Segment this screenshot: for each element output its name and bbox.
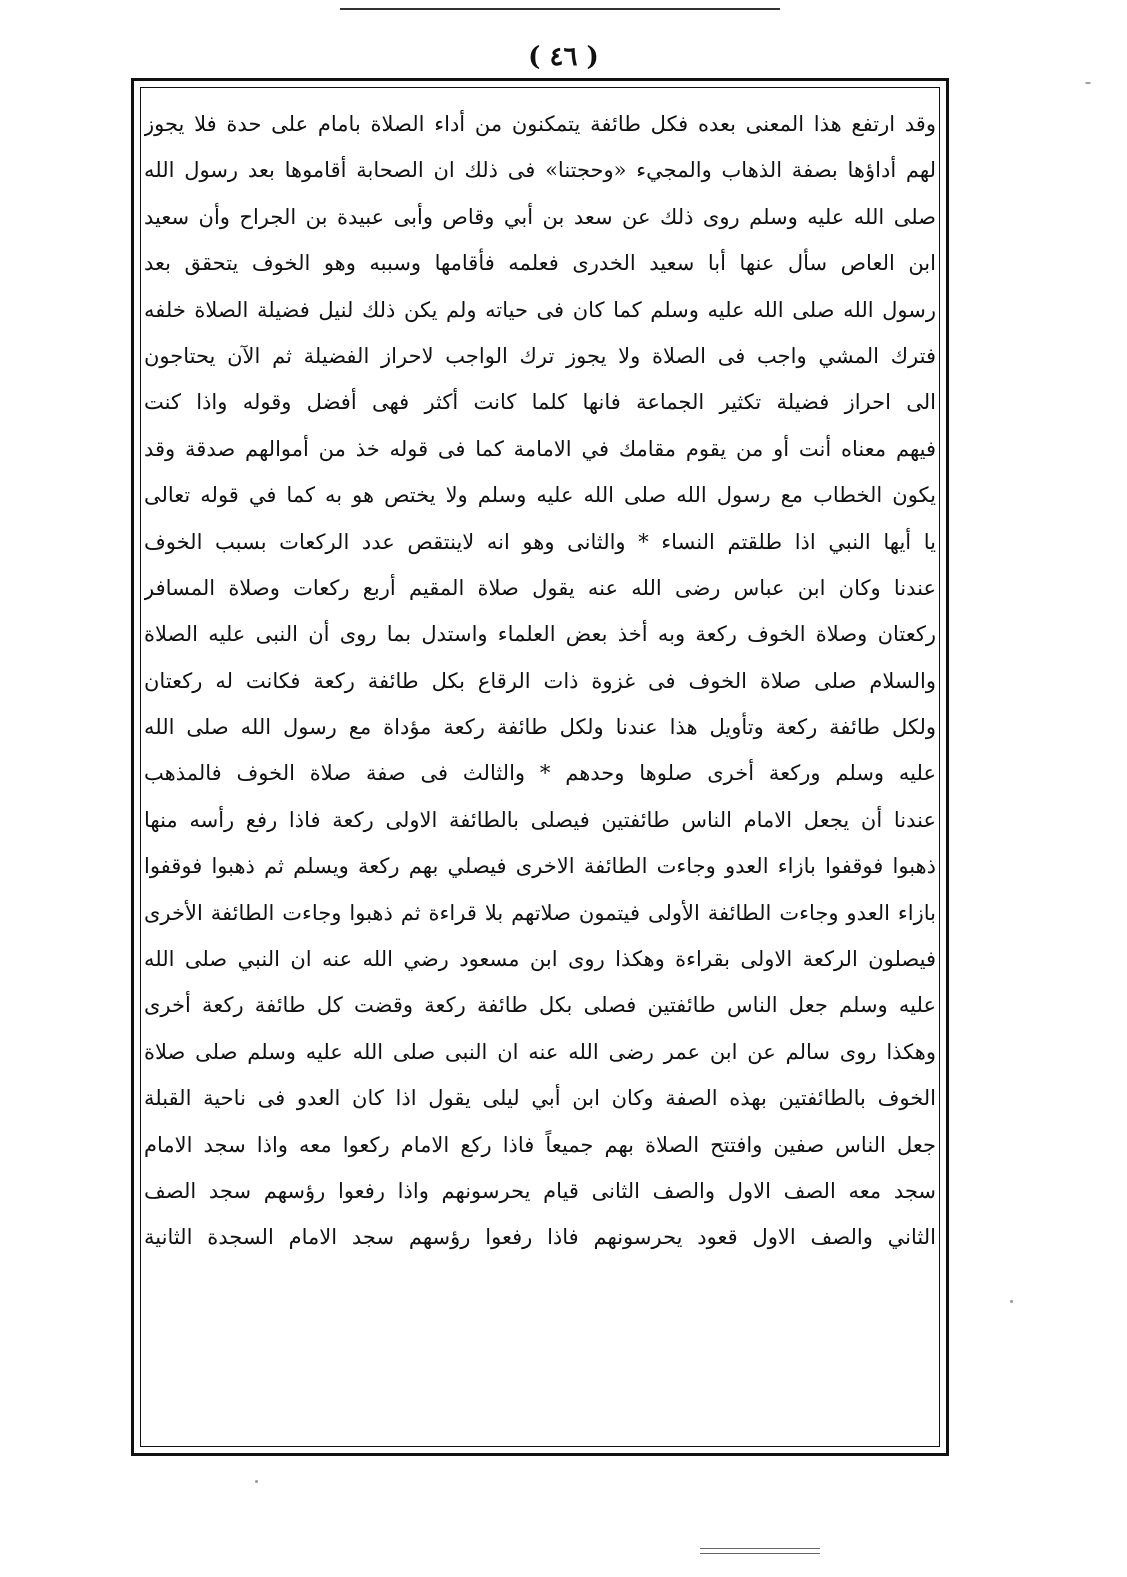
- body-text: [144, 101, 936, 1261]
- scan-speck: [255, 1480, 258, 1483]
- text-line: عندنا وكان ابن عباس رضى الله عنه يقول صلاة المقيم أربع ركعات وصلاة المسافر: [144, 575, 936, 600]
- text-line: عليه وسلم جعل الناس طائفتين فصلى بكل طائفة ركعة وقضت كل طائفة ركعة أخرى: [144, 993, 936, 1018]
- text-line: فيصلون الركعة الاولى بقراءة وهكذا روى ابن مسعود رضي الله عنه ان النبي صلى الله: [144, 947, 936, 972]
- text-line: ابن العاص سأل عنها أبا سعيد الخدرى فعلمه فأقامها وسببه وهو الخوف يتحقق بعد: [144, 251, 936, 276]
- text-line: الثاني والصف الاول قعود يحرسونهم فاذا رفعوا رؤسهم سجد الامام السجدة الثانية: [144, 1225, 936, 1250]
- text-line: بازاء العدو وجاءت الطائفة الأولى فيتمون صلاتهم بلا قراءة ثم ذهبوا وجاءت الطائفة الأخرى: [144, 900, 936, 925]
- text-line: ذهبوا فوقفوا بازاء العدو وجاءت الطائفة الاخرى فيصلي بهم ركعة ويسلم ثم ذهبوا فوقفوا: [144, 854, 936, 879]
- page-number: ( ٤٦ ): [528, 42, 599, 72]
- text-line: وقد ارتفع هذا المعنى بعده فكل طائفة يتمكنون من أداء الصلاة بامام على حدة فلا يجوز: [144, 112, 936, 136]
- text-line: لهم أداؤها بصفة الذهاب والمجيء «وحجتنا» فى ذلك ان الصحابة أقاموها بعد رسول الله: [144, 158, 936, 183]
- text-line: فترك المشي واجب فى الصلاة ولا يجوز ترك الواجب لاحراز الفضيلة ثم الآن يحتاجون: [144, 343, 936, 368]
- text-line: والسلام صلى صلاة الخوف فى غزوة ذات الرقاع بكل طائفة ركعة فكانت له ركعتان: [144, 668, 936, 693]
- scan-speck: [1010, 1300, 1013, 1303]
- text-line: رسول الله صلى الله عليه وسلم كما كان فى حياته ولم يكن ذلك لنيل فضيلة الصلاة خلفه: [144, 297, 936, 322]
- text-line: الخوف بالطائفتين بهذه الصفة وكان ابن أبي ليلى يقول اذا كان العدو فى ناحية القبلة: [144, 1086, 936, 1111]
- text-line: وهكذا روى سالم عن ابن عمر رضى الله عنه ان النبى صلى الله عليه وسلم صلى صلاة: [144, 1039, 936, 1064]
- text-line: عندنا أن يجعل الامام الناس طائفتين فيصلى بالطائفة الاولى ركعة فاذا رفع رأسه منها: [144, 807, 936, 832]
- header-rule: [340, 8, 780, 10]
- text-line: الى احراز فضيلة تكثير الجماعة فانها كلما كانت أكثر فهى أفضل وقوله واذا كنت: [144, 390, 936, 415]
- text-line: يكون الخطاب مع رسول الله صلى الله عليه وسلم ولا يختص هو به كما في قوله تعالى: [144, 483, 936, 508]
- text-line: سجد معه الصف الاول والصف الثانى قيام يحرسونهم واذا رفعوا رؤسهم سجد الصف: [144, 1178, 936, 1203]
- text-line: ركعتان وصلاة الخوف ركعة وبه أخذ بعض العلماء واستدل بما روى أن النبى عليه الصلاة: [144, 622, 936, 647]
- text-line: فيهم معناه أنت أو من يقوم مقامك في الامامة كما فى قوله خذ من أموالهم صدقة وقد: [144, 436, 936, 461]
- text-line: جعل الناس صفين وافتتح الصلاة بهم جميعاً فاذا ركع الامام ركعوا معه واذا سجد الامام: [144, 1132, 936, 1157]
- text-line: يا أيها النبي اذا طلقتم النساء * والثانى وهو انه لاينتقص عدد الركعات بسبب الخوف: [144, 529, 936, 554]
- text-line: ولكل طائفة ركعة وتأويل هذا عندنا ولكل طائفة ركعة مؤداة مع رسول الله صلى الله: [144, 715, 936, 740]
- footer-rule: [700, 1548, 820, 1554]
- text-frame: [131, 78, 949, 1456]
- scan-speck: [1085, 82, 1091, 84]
- text-line: صلى الله عليه وسلم روى ذلك عن سعد بن أبي وقاص وأبى عبيدة بن الجراح وأن سعيد: [144, 204, 936, 229]
- text-line: عليه وسلم وركعة أخرى صلوها وحدهم * والثالث فى صفة صلاة الخوف فالمذهب: [144, 761, 936, 786]
